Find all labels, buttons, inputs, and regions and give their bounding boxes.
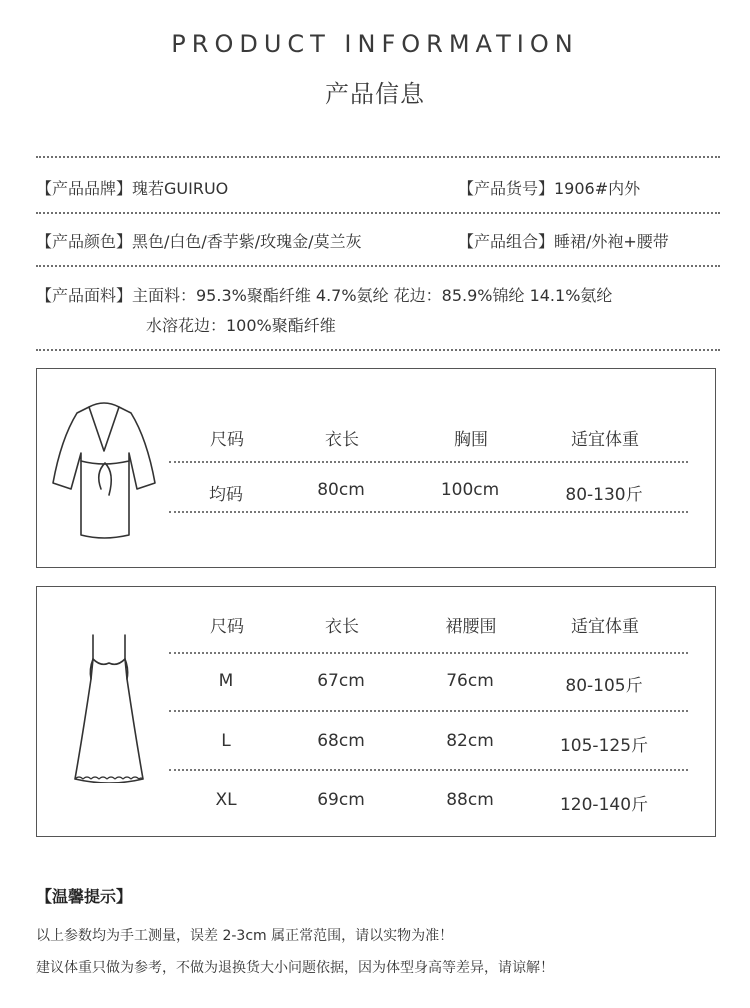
col-header-length: 衣长 bbox=[325, 430, 359, 450]
divider bbox=[36, 212, 720, 214]
table-cell: 100cm bbox=[440, 480, 500, 500]
tip-line: 建议体重只做为参考，不做为退换货大小问题依据，因为体型身高等差异，请谅解！ bbox=[36, 960, 554, 976]
table-cell: 69cm bbox=[317, 790, 365, 810]
tips-title: 【温馨提示】 bbox=[36, 887, 133, 906]
robe-icon bbox=[49, 399, 159, 547]
table-divider bbox=[169, 769, 688, 771]
divider bbox=[36, 265, 720, 267]
robe-size-table bbox=[36, 368, 716, 568]
set-info: 【产品组合】睡裙/外袍+腰带 bbox=[458, 232, 669, 251]
page-title-zh: 产品信息 bbox=[325, 80, 425, 108]
table-cell: 68cm bbox=[317, 731, 365, 751]
col-header-waist: 裙腰围 bbox=[445, 617, 497, 637]
table-cell: 88cm bbox=[446, 790, 494, 810]
table-cell: 105-125斤 bbox=[559, 736, 649, 756]
table-cell: 82cm bbox=[446, 731, 494, 751]
divider bbox=[36, 156, 720, 158]
table-cell: L bbox=[221, 731, 231, 751]
table-cell: XL bbox=[215, 790, 237, 810]
col-header-size: 尺码 bbox=[210, 430, 244, 450]
colors-info: 【产品颜色】黑色/白色/香芋紫/玫瑰金/莫兰灰 bbox=[36, 232, 362, 251]
table-cell: 120-140斤 bbox=[559, 795, 649, 815]
col-header-bust: 胸围 bbox=[454, 430, 488, 450]
divider bbox=[36, 349, 720, 351]
page-title-en: PRODUCT INFORMATION bbox=[171, 30, 579, 58]
col-header-length: 衣长 bbox=[325, 617, 359, 637]
table-cell: 80-105斤 bbox=[565, 676, 643, 696]
table-divider bbox=[169, 652, 688, 654]
col-header-weight: 适宜体重 bbox=[571, 617, 639, 637]
table-cell: 80-130斤 bbox=[565, 485, 643, 505]
brand-info: 【产品品牌】瑰若GUIRUO bbox=[36, 179, 229, 198]
col-header-weight: 适宜体重 bbox=[571, 430, 639, 450]
item-number-info: 【产品货号】1906#内外 bbox=[458, 179, 641, 198]
fabric-info-line2: 水溶花边：100%聚酯纤维 bbox=[146, 316, 336, 335]
table-cell: 67cm bbox=[317, 671, 365, 691]
fabric-info: 【产品面料】主面料：95.3%聚酯纤维 4.7%氨纶 花边：85.9%锦纶 14.1%氨纶 bbox=[36, 286, 613, 305]
table-divider bbox=[169, 710, 688, 712]
table-cell: M bbox=[218, 671, 234, 691]
table-cell: 80cm bbox=[317, 480, 365, 500]
tip-line: 以上参数均为手工测量，误差 2-3cm 属正常范围，请以实物为准！ bbox=[36, 928, 454, 944]
col-header-size: 尺码 bbox=[210, 617, 244, 637]
table-divider bbox=[169, 461, 688, 463]
table-divider bbox=[169, 511, 688, 513]
table-cell: 均码 bbox=[209, 485, 243, 505]
slip-dress-icon bbox=[71, 633, 147, 783]
table-cell: 76cm bbox=[446, 671, 494, 691]
